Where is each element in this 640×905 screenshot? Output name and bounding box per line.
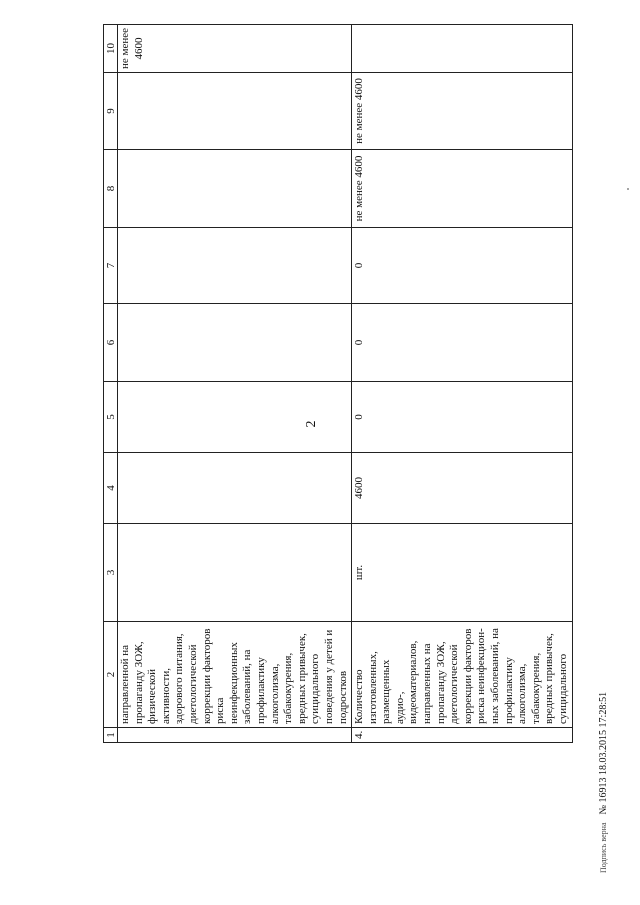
registration-number: № 16913 18.03.2015 17:28:51	[597, 691, 609, 815]
column-header: 8	[104, 150, 118, 228]
table-cell: 0	[352, 304, 573, 382]
column-header: 7	[104, 228, 118, 304]
column-header: 10	[104, 25, 118, 73]
column-header: 3	[104, 524, 118, 622]
column-header: 6	[104, 304, 118, 382]
table-cell: 0	[352, 228, 573, 304]
scan-speck	[627, 188, 629, 190]
column-header: 4	[104, 453, 118, 524]
table-container	[103, 25, 569, 743]
table-cell: 4600	[352, 453, 573, 524]
table-cell: направленной на пропаганду ЗОЖ, физической активности, здорового питания, диетологической коррекции факторов риска неинфекционных заболеваний, на профилактику алкоголизма, табакокурения, вредных привычек, суицидального поведения у детей и подростков	[118, 622, 352, 728]
table-cell	[118, 524, 352, 622]
page-number: 2	[304, 420, 319, 428]
table-row	[118, 25, 352, 743]
table-cell	[118, 228, 352, 304]
table-cell: не менее 4600	[352, 150, 573, 228]
table-cell: 4.	[352, 728, 573, 743]
column-header: 5	[104, 382, 118, 453]
table-cell	[118, 382, 352, 453]
table-cell	[118, 304, 352, 382]
signature-caption: Подпись верна	[598, 822, 608, 873]
table-cell	[118, 453, 352, 524]
table-header-row	[104, 25, 118, 743]
column-header: 2	[104, 622, 118, 728]
table-cell: шт.	[352, 524, 573, 622]
table-cell: Количество изготовленных, размещенных аудио-, видеоматериалов, направленных на пропаганду ЗОЖ, диетологической коррекции факторов риска неинфекцион-ных заболеваний, на профилактику алкоголизма, табакокурения, вредных привычек, суицидального	[352, 622, 573, 728]
table-cell	[118, 728, 352, 743]
data-table	[103, 24, 573, 743]
table-cell: не менее 4600	[118, 25, 352, 73]
table-cell	[118, 73, 352, 150]
table-row	[352, 25, 573, 743]
column-header: 1	[104, 728, 118, 743]
column-header: 9	[104, 73, 118, 150]
registration-stamp	[588, 648, 618, 873]
table-cell	[118, 150, 352, 228]
table-cell: 0	[352, 382, 573, 453]
table-cell	[352, 25, 573, 73]
table-cell: не менее 4600	[352, 73, 573, 150]
